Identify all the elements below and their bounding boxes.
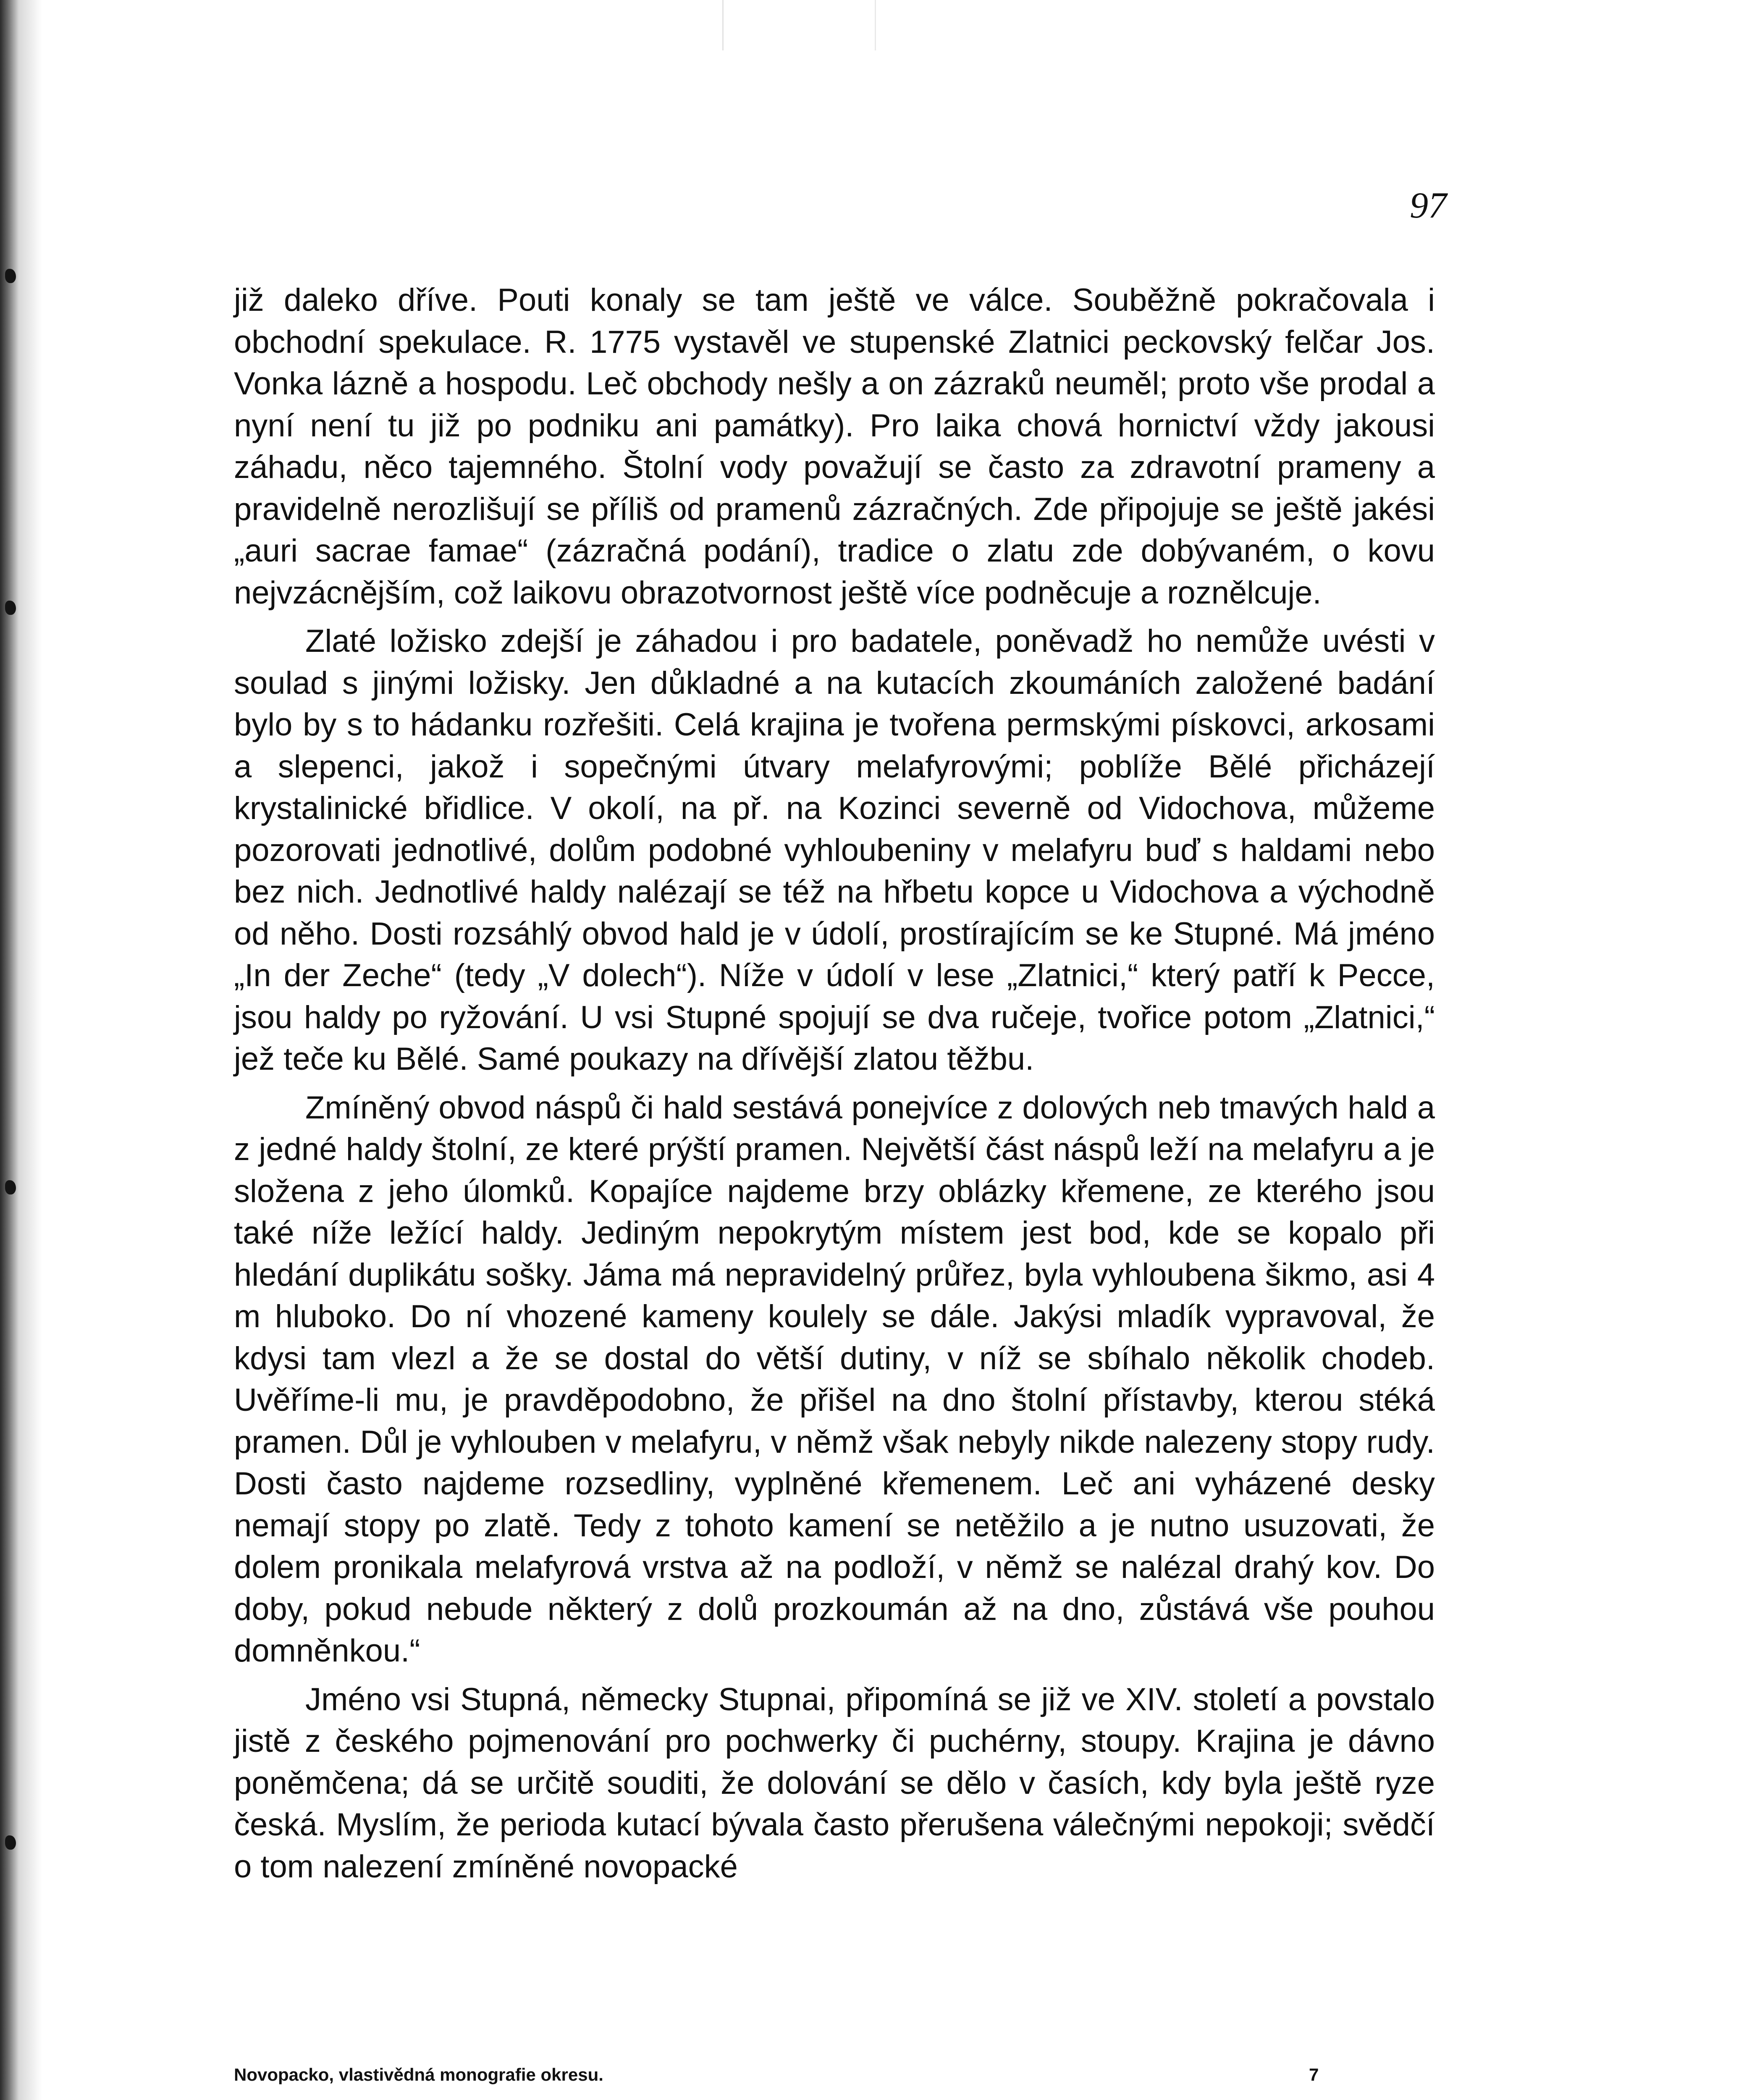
scan-artifact: [722, 0, 876, 50]
body-text: [234, 279, 1435, 1894]
binding-mark: [5, 1180, 16, 1194]
page-number: 97: [1410, 185, 1447, 226]
binding-mark: [5, 269, 16, 283]
paragraph: Zmíněný obvod náspů či hald sestává ponejvíce z dolových neb tmavých hald a z jedné haldy štolní, ze které prýští pramen. Největší část náspů leží na melafyru a je složena z jeho úlomků. Kopajíce najdeme brzy oblázky křemene, ze kterého jsou také níže ležící haldy. Jediným nepokrytým místem jest bod, kde se kopalo při hledání duplikátu sošky. Jáma má nepravidelný průřez, byla vyhloubena šikmo, asi 4 m hluboko. Do ní vhozené kameny koulely se dále. Jakýsi mladík vypravoval, že kdysi tam vlezl a že se dostal do větší dutiny, v níž se sbíhalo několik chodeb. Uvěříme-li mu, je pravděpodobno, že přišel na dno štolní přístavby, kterou stéká pramen. Důl je vyhlouben v melafyru, v němž však nebyly nikde nalezeny stopy rudy. Dosti často najdeme rozsedliny, vyplněné křemenem. Leč ani vyházené desky nemají stopy po zlatě. Tedy z tohoto kamení se netěžilo a je nutno usuzovati, že dolem pronikala melafyrová vrstva až na podloží, v němž se nalézal drahý kov. Do doby, pokud nebude některý z dolů prozkoumán až na dno, zůstává vše pouhou domněnkou.“: [234, 1089, 1435, 1669]
binding-mark: [5, 1835, 16, 1850]
paragraph: Zlaté ložisko zdejší je záhadou i pro badatele, poněvadž ho nemůže uvésti v soulad s jinými ložisky. Jen důkladné a na kutacích zkoumáních založené badání bylo by s to hádanku rozřešiti. Celá krajina je tvořena permskými pískovci, arkosami a slepenci, jakož i sopečnými útvary melafyrovými; poblíže Bělé přicházejí krystalinické břidlice. V okolí, na př. na Kozinci severně od Vidochova, můžeme pozorovati jednotlivé, dolům podobné vyhloubeniny v melafyru buď s haldami nebo bez nich. Jednotlivé haldy nalézají se též na hřbetu kopce u Vidochova a východně od něho. Dosti rozsáhlý obvod hald je v údolí, prostírajícím se ke Stupné. Má jméno „In der Zeche“ (tedy „V dolech“). Níže v údolí v lese „Zlatnici,“ který patří k Pecce, jsou haldy po ryžování. U vsi Stupné spojují se dva ručeje, tvořice potom „Zlatnici,“ jež teče ku Bělé. Samé poukazy na dřívější zlatou těžbu.: [234, 623, 1435, 1077]
scanned-page-left-edge: [0, 0, 42, 2100]
footer-publication-title: Novopacko, vlastivědná monografie okresu.: [234, 2065, 603, 2084]
paragraph: Jméno vsi Stupná, německy Stupnai, připomíná se již ve XIV. století a povstalo jistě z českého pojmenování pro pochwerky či puchérny, stoupy. Krajina je dávno poněmčena; dá se určitě souditi, že dolování se dělo v časích, kdy byla ještě ryze česká. Myslím, že perioda kutací bývala často přerušena válečnými nepokoji; svědčí o tom nalezení zmíněné novopacké: [234, 1681, 1435, 1885]
binding-mark: [5, 601, 16, 615]
paragraph-continuation: již daleko dříve. Pouti konaly se tam ještě ve válce. Souběžně pokračovala i obchodní spekulace. R. 1775 vystavěl ve stupenské Zlatnici peckovský felčar Jos. Vonka lázně a hospodu. Leč obchody nešly a on zázraků neuměl; proto vše prodal a nyní není tu již po podniku ani památky). Pro laika chová hornictví vždy jakousi záhadu, něco tajemného. Štolní vody považují se často za zdravotní prameny a pravidelně nerozlišují se příliš od pramenů zázračných. Zde připojuje se ještě jakési „auri sacrae famae“ (zázračná podání), tradice o zlatu zde dobývaném, o kovu nejvzácnějším, což laikovu obrazotvornost ještě více podněcuje a roznělcuje.: [234, 282, 1435, 611]
footer-signature-mark: 7: [1309, 2065, 1319, 2084]
page-footer: [234, 2060, 1326, 2090]
